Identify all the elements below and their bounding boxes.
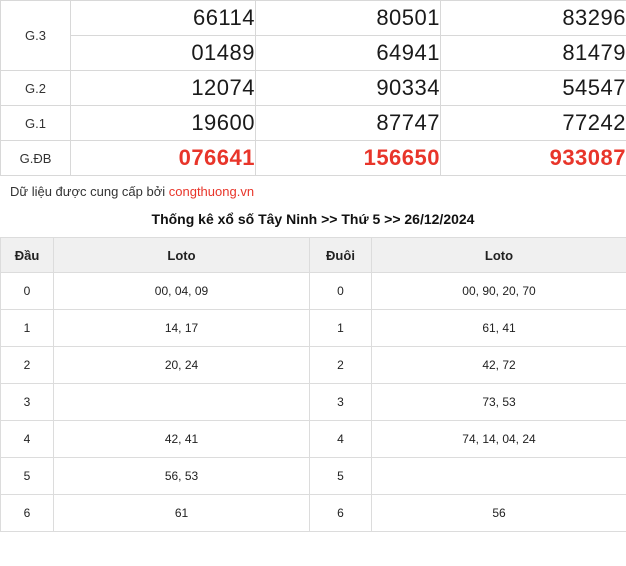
cell-loto-right: [372, 458, 626, 495]
cell-loto-right: 56: [372, 495, 626, 532]
cell-loto-left: [54, 384, 310, 421]
prize-number: 90334: [256, 71, 441, 106]
cell-loto-left: 20, 24: [54, 347, 310, 384]
prize-number: 01489: [71, 36, 256, 71]
cell-loto-right: 74, 14, 04, 24: [372, 421, 626, 458]
cell-loto-left: 14, 17: [54, 310, 310, 347]
prize-label-g1: G.1: [1, 106, 71, 141]
cell-dau: 1: [1, 310, 54, 347]
cell-dau: 2: [1, 347, 54, 384]
prize-number: 83296: [441, 1, 626, 36]
table-row: [1, 421, 626, 458]
table-row: [1, 458, 626, 495]
prize-label-db: G.ĐB: [1, 141, 71, 176]
prize-number: 81479: [441, 36, 626, 71]
cell-duoi: 3: [310, 384, 372, 421]
table-row: [1, 141, 626, 176]
table-row: [1, 36, 626, 71]
cell-duoi: 5: [310, 458, 372, 495]
data-source-link[interactable]: congthuong.vn: [168, 184, 255, 199]
column-header-loto-right: Loto: [372, 238, 626, 273]
prize-number: 80501: [256, 1, 441, 36]
cell-loto-left: 56, 53: [54, 458, 310, 495]
prize-results-table: [0, 0, 626, 176]
table-row: [1, 495, 626, 532]
cell-loto-left: 61: [54, 495, 310, 532]
table-row: [1, 71, 626, 106]
prize-number: 87747: [256, 106, 441, 141]
data-source-note: [0, 176, 626, 205]
cell-loto-right: 00, 90, 20, 70: [372, 273, 626, 310]
prize-number: 19600: [71, 106, 256, 141]
prize-number: 54547: [441, 71, 626, 106]
prize-number-special: 933087: [441, 141, 626, 176]
table-row: [1, 310, 626, 347]
table-header-row: [1, 238, 626, 273]
loto-statistics-table: [0, 237, 626, 532]
prize-label-g2: G.2: [1, 71, 71, 106]
table-row: [1, 106, 626, 141]
cell-dau: 5: [1, 458, 54, 495]
prize-number: 64941: [256, 36, 441, 71]
cell-duoi: 4: [310, 421, 372, 458]
prize-number: 77242: [441, 106, 626, 141]
cell-dau: 0: [1, 273, 54, 310]
prize-number: 12074: [71, 71, 256, 106]
prize-label-g3: G.3: [1, 1, 71, 71]
column-header-duoi: Đuôi: [310, 238, 372, 273]
cell-loto-right: 73, 53: [372, 384, 626, 421]
table-row: [1, 347, 626, 384]
table-row: [1, 384, 626, 421]
cell-duoi: 0: [310, 273, 372, 310]
cell-duoi: 2: [310, 347, 372, 384]
cell-dau: 3: [1, 384, 54, 421]
prize-number-special: 156650: [256, 141, 441, 176]
prize-number-special: 076641: [71, 141, 256, 176]
prize-number: 66114: [71, 1, 256, 36]
column-header-dau: Đầu: [1, 238, 54, 273]
cell-duoi: 1: [310, 310, 372, 347]
column-header-loto-left: Loto: [54, 238, 310, 273]
cell-loto-right: 42, 72: [372, 347, 626, 384]
page-title: Thống kê xổ số Tây Ninh >> Thứ 5 >> 26/12/2024: [151, 211, 475, 227]
data-source-text: Dữ liệu được cung cấp bởi: [10, 184, 169, 199]
cell-duoi: 6: [310, 495, 372, 532]
table-row: [1, 1, 626, 36]
cell-loto-left: 42, 41: [54, 421, 310, 458]
table-row: [1, 273, 626, 310]
cell-loto-right: 61, 41: [372, 310, 626, 347]
cell-loto-left: 00, 04, 09: [54, 273, 310, 310]
cell-dau: 4: [1, 421, 54, 458]
cell-dau: 6: [1, 495, 54, 532]
